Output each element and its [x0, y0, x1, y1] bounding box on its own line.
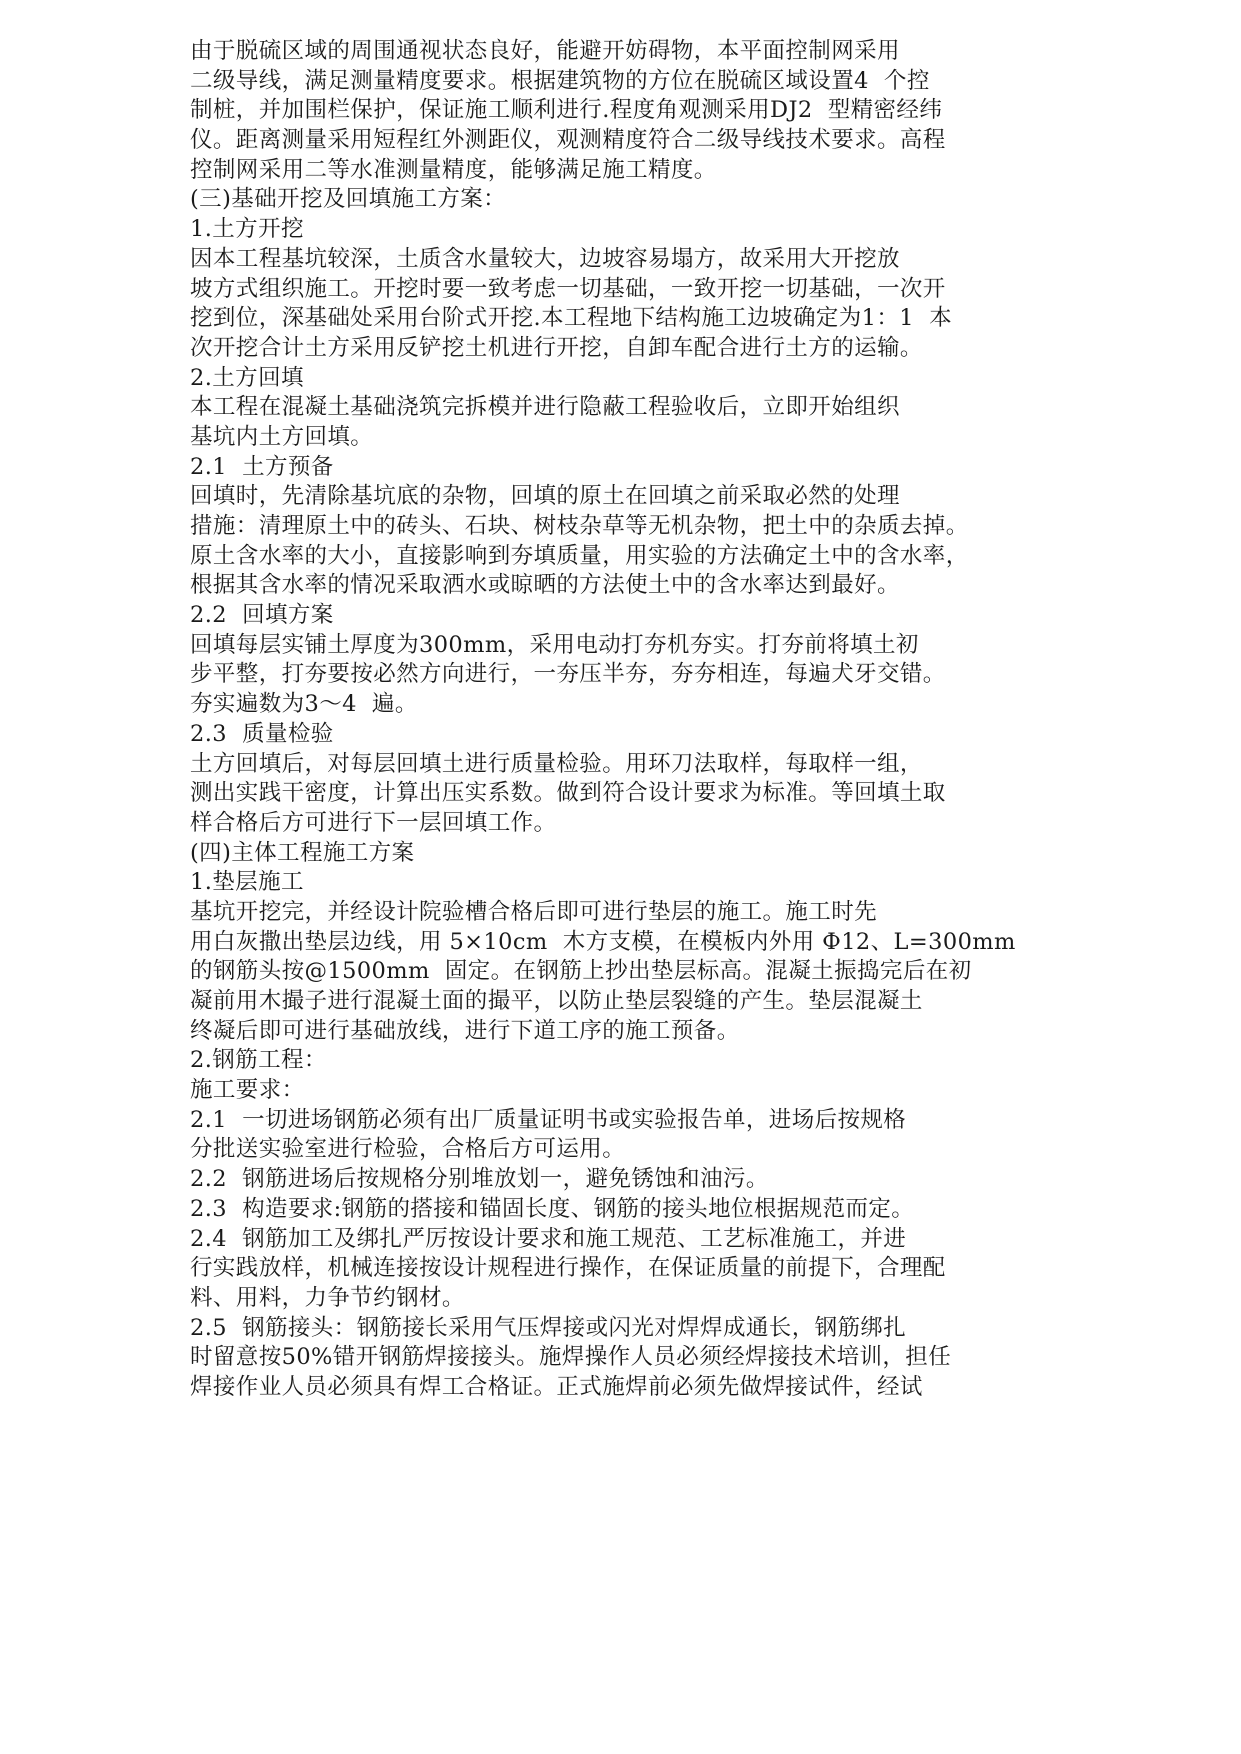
text-line: 控制网采用二等水准测量精度，能够满足施工精度。	[190, 156, 717, 183]
text-line: 时留意按50%错开钢筋焊接接头。施焊操作人员必须经焊接技术培训，担任	[190, 1344, 952, 1371]
text-line: 次开挖合计土方采用反铲挖土机进行开挖，自卸车配合进行土方的运输。	[190, 334, 923, 361]
text-line: 夯实遍数为3～4 遍。	[190, 691, 418, 718]
text-line: 样合格后方可进行下一层回填工作。	[190, 809, 557, 836]
text-line: 测出实践干密度，计算出压实系数。做到符合设计要求为标准。等回填土取	[190, 780, 946, 807]
text-line: 终凝后即可进行基础放线，进行下道工序的施工预备。	[190, 1017, 740, 1044]
text-line: 挖到位，深基础处采用台阶式开挖.本工程地下结构施工边坡确定为1：1 本	[190, 305, 952, 332]
text-line: 仪。距离测量采用短程红外测距仪，观测精度符合二级导线技术要求。高程	[190, 127, 946, 154]
text-line: 基坑开挖完，并经设计院验槽合格后即可进行垫层的施工。施工时先	[190, 898, 878, 925]
text-line: 的钢筋头按@1500mm 固定。在钢筋上抄出垫层标高。混凝土振捣完后在初	[190, 958, 972, 985]
text-line: (三)基础开挖及回填施工方案：	[190, 186, 507, 213]
text-line: 1.垫层施工	[190, 869, 304, 896]
text-line: 2.3 构造要求:钢筋的搭接和锚固长度、钢筋的接头地位根据规范而定。	[190, 1195, 915, 1222]
text-line: 坡方式组织施工。开挖时要一致考虑一切基础，一致开挖一切基础，一次开	[190, 275, 946, 302]
text-line: 土方回填后，对每层回填土进行质量检验。用环刀法取样，每取样一组，	[190, 750, 923, 777]
text-line: 二级导线，满足测量精度要求。根据建筑物的方位在脱硫区域设置4 个控	[190, 67, 930, 94]
text-line: 2.2 钢筋进场后按规格分别堆放划一，避免锈蚀和油污。	[190, 1166, 769, 1193]
text-line: 2.4 钢筋加工及绑扎严厉按设计要求和施工规范、工艺标准施工，并进	[190, 1225, 907, 1252]
text-line: 制桩，并加围栏保护，保证施工顺利进行.程度角观测采用DJ2 型精密经纬	[190, 97, 943, 124]
text-line: 施工要求：	[190, 1077, 305, 1104]
text-line: 本工程在混凝土基础浇筑完拆模并进行隐蔽工程验收后，立即开始组织	[190, 394, 900, 421]
text-line: 1.土方开挖	[190, 216, 304, 243]
text-line: 2.1 土方预备	[190, 453, 334, 480]
text-line: 因本工程基坑较深，土质含水量较大，边坡容易塌方，故采用大开挖放	[190, 245, 900, 272]
text-line: 由于脱硫区域的周围通视状态良好，能避开妨碍物，本平面控制网采用	[190, 38, 900, 64]
text-line: 料、用料，力争节约钢材。	[190, 1284, 465, 1311]
text-line: 凝前用木撮子进行混凝土面的撮平，以防止垫层裂缝的产生。垫层混凝土	[190, 988, 923, 1014]
text-line: (四)主体工程施工方案	[190, 839, 415, 866]
text-line: 根据其含水率的情况采取洒水或晾晒的方法使土中的含水率达到最好。	[190, 572, 900, 599]
text-line: 原土含水率的大小，直接影响到夯填质量，用实验的方法确定土中的含水率，	[190, 542, 969, 569]
text-line: 2.1 一切进场钢筋必须有出厂质量证明书或实验报告单，进场后按规格	[190, 1106, 907, 1133]
text-line: 2.2 回填方案	[190, 602, 334, 629]
text-line: 2.5 钢筋接头：钢筋接长采用气压焊接或闪光对焊焊成通长，钢筋绑扎	[190, 1314, 907, 1341]
text-line: 焊接作业人员必须具有焊工合格证。正式施焊前必须先做焊接试件，经试	[190, 1373, 923, 1400]
text-line: 步平整，打夯要按必然方向进行，一夯压半夯，夯夯相连，每遍犬牙交错。	[190, 661, 946, 688]
text-line: 措施：清理原土中的砖头、石块、树枝杂草等无机杂物，把土中的杂质去掉。	[190, 513, 969, 539]
text-line: 基坑内土方回填。	[190, 423, 374, 450]
text-line: 回填时，先清除基坑底的杂物，回填的原土在回填之前采取必然的处理	[190, 483, 900, 510]
text-line: 行实践放样，机械连接按设计规程进行操作，在保证质量的前提下，合理配	[190, 1255, 946, 1282]
text-line: 用白灰撒出垫层边线，用 5×10cm 木方支模，在模板内外用 Ф12、L=300mm	[190, 928, 1016, 955]
text-line: 2.钢筋工程：	[190, 1047, 327, 1074]
text-line: 2.3 质量检验	[190, 720, 334, 747]
document-body	[190, 37, 1050, 1403]
text-line: 回填每层实铺土厚度为300mm，采用电动打夯机夯实。打夯前将填土初	[190, 631, 919, 658]
text-line: 2.土方回填	[190, 364, 304, 391]
text-line: 分批送实验室进行检验，合格后方可运用。	[190, 1136, 626, 1163]
